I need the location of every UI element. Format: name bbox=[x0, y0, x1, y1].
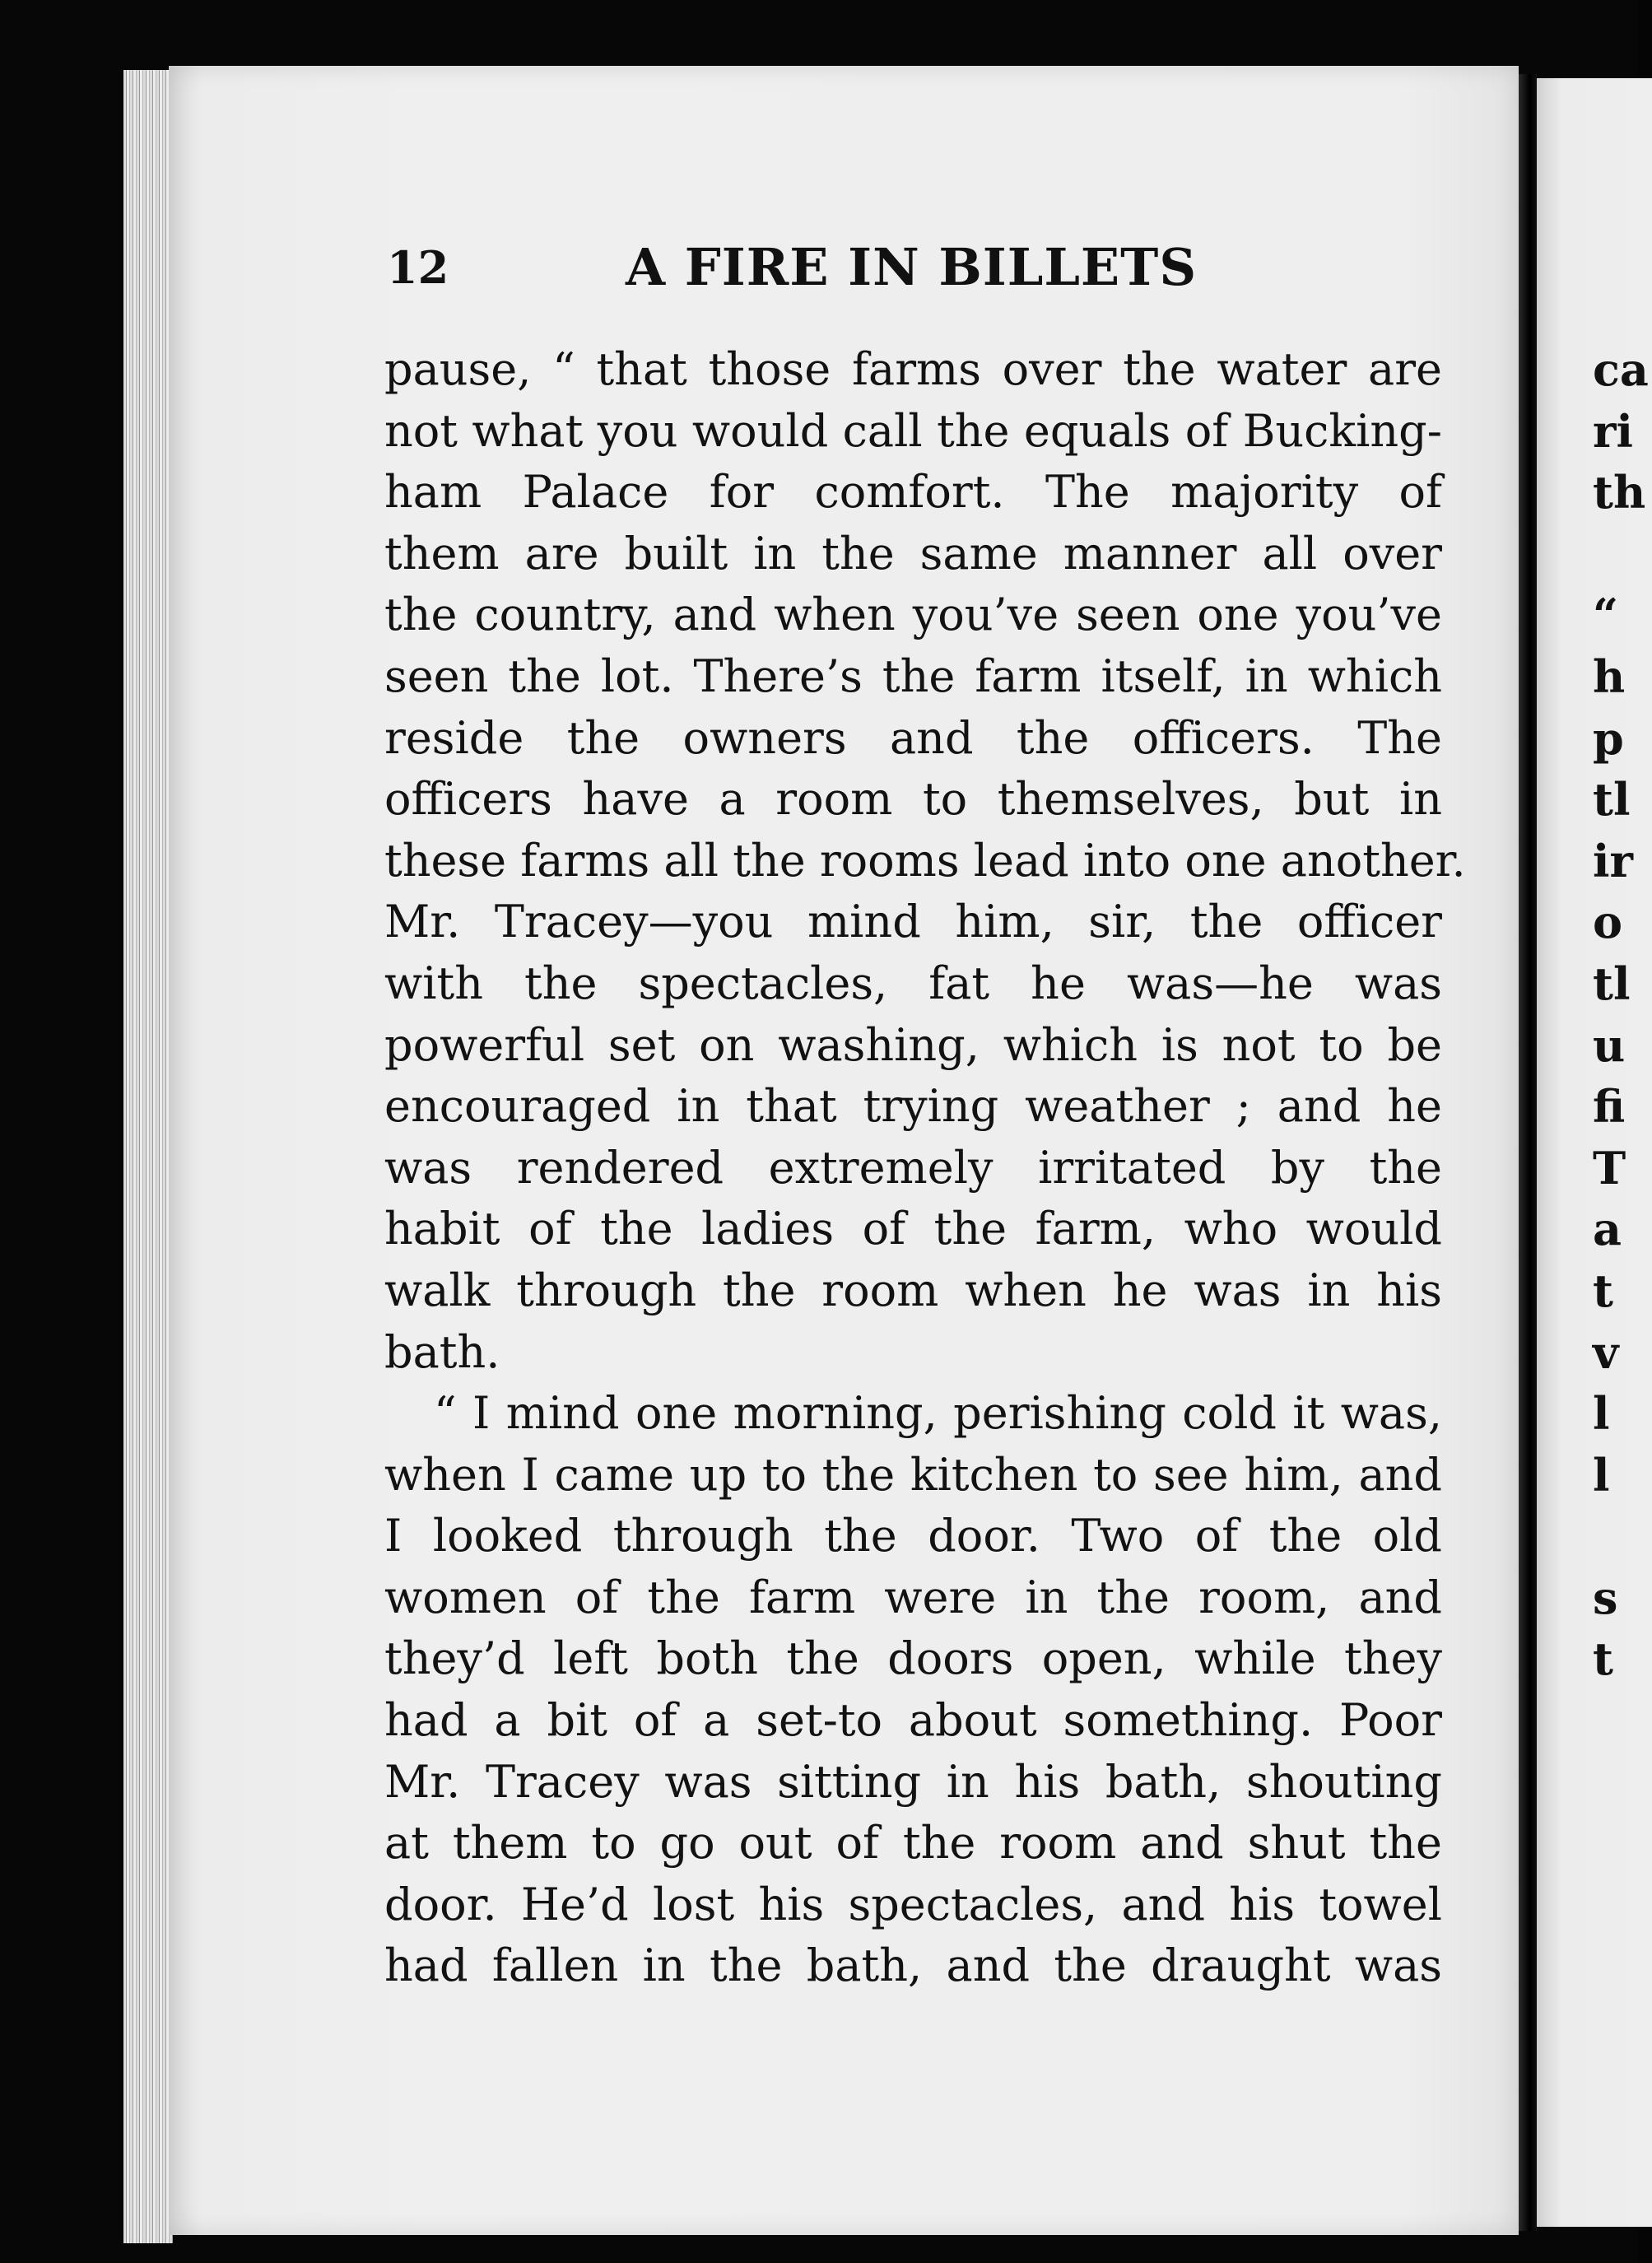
text-line: pause, “ that those farms over the water are bbox=[384, 343, 1442, 395]
facing-page-fragment: a bbox=[1593, 1203, 1622, 1256]
body-text bbox=[384, 339, 1466, 1997]
text-line: powerful set on washing, which is not to be bbox=[384, 1018, 1442, 1071]
text-line: ham Palace for comfort. The majority of bbox=[384, 466, 1442, 519]
text-line: walk through the room when he was in his bbox=[384, 1264, 1442, 1316]
facing-page-fragment: ir bbox=[1593, 834, 1633, 887]
facing-page-fragment: p bbox=[1593, 711, 1624, 765]
text-line: with the spectacles, fat he was—he was bbox=[384, 957, 1442, 1009]
text-line: seen the lot. There’s the farm itself, in which bbox=[384, 650, 1442, 702]
facing-page-fragment: t bbox=[1593, 1632, 1613, 1686]
facing-page-fragment: T bbox=[1593, 1141, 1626, 1194]
text-line: not what you would call the equals of Bucking- bbox=[384, 404, 1442, 457]
page-header bbox=[387, 235, 1457, 300]
text-line: the country, and when you’ve seen one you’ve bbox=[384, 589, 1442, 641]
facing-page-fragment: ca bbox=[1593, 343, 1649, 396]
text-line: door. He’d lost his spectacles, and his towel bbox=[384, 1878, 1442, 1930]
facing-page-fragment: “ bbox=[1593, 589, 1619, 642]
page-edges bbox=[123, 70, 173, 2243]
text-line: reside the owners and the officers. The bbox=[384, 711, 1442, 764]
text-line: encouraged in that trying weather ; and he bbox=[384, 1080, 1442, 1133]
facing-page-fragment: th bbox=[1593, 466, 1646, 519]
facing-page-fragment: fi bbox=[1593, 1080, 1626, 1134]
page-number: 12 bbox=[387, 241, 449, 294]
facing-page-fragment: s bbox=[1593, 1571, 1618, 1624]
text-line: them are built in the same manner all over bbox=[384, 527, 1442, 580]
text-line: these farms all the rooms lead into one another. bbox=[384, 834, 1466, 887]
text-line: I looked through the door. Two of the old bbox=[384, 1510, 1442, 1562]
facing-page-fragment bbox=[1593, 1506, 1642, 1567]
text-line: Mr. Tracey was sitting in his bath, shouting bbox=[384, 1755, 1442, 1808]
facing-page-fragment: u bbox=[1593, 1018, 1626, 1072]
facing-page-fragment: tl bbox=[1593, 957, 1631, 1010]
facing-page-text bbox=[1593, 339, 1649, 1690]
text-line: “ I mind one morning, perishing cold it was, bbox=[434, 1387, 1442, 1440]
facing-page-fragment: tl bbox=[1593, 773, 1631, 827]
text-line: was rendered extremely irritated by the bbox=[384, 1141, 1442, 1194]
text-line: had a bit of a set-to about something. Poor bbox=[384, 1694, 1442, 1747]
facing-page-fragment: h bbox=[1593, 650, 1626, 703]
facing-page-fragment: v bbox=[1593, 1325, 1619, 1379]
facing-page-fragment: l bbox=[1593, 1387, 1610, 1441]
text-line: at them to go out of the room and shut the bbox=[384, 1817, 1442, 1870]
text-line: when I came up to the kitchen to see him, and bbox=[384, 1448, 1442, 1501]
book-gutter bbox=[1519, 74, 1537, 2231]
text-line: they’d left both the doors open, while they bbox=[384, 1632, 1442, 1685]
facing-page-fragment bbox=[1593, 524, 1642, 585]
text-line: bath. bbox=[384, 1325, 500, 1378]
text-line: Mr. Tracey—you mind him, sir, the officer bbox=[384, 896, 1442, 948]
facing-page-fragment: o bbox=[1593, 896, 1623, 949]
facing-page-fragment: l bbox=[1593, 1448, 1610, 1502]
text-line: habit of the ladies of the farm, who would bbox=[384, 1203, 1442, 1255]
facing-page-fragment: t bbox=[1593, 1264, 1613, 1317]
facing-page-fragment: ri bbox=[1593, 404, 1633, 458]
text-line: officers have a room to themselves, but in bbox=[384, 773, 1442, 826]
running-head: A FIRE IN BILLETS bbox=[626, 237, 1198, 297]
text-line: had fallen in the bath, and the draught was bbox=[384, 1939, 1442, 1992]
text-line: women of the farm were in the room, and bbox=[384, 1571, 1442, 1623]
